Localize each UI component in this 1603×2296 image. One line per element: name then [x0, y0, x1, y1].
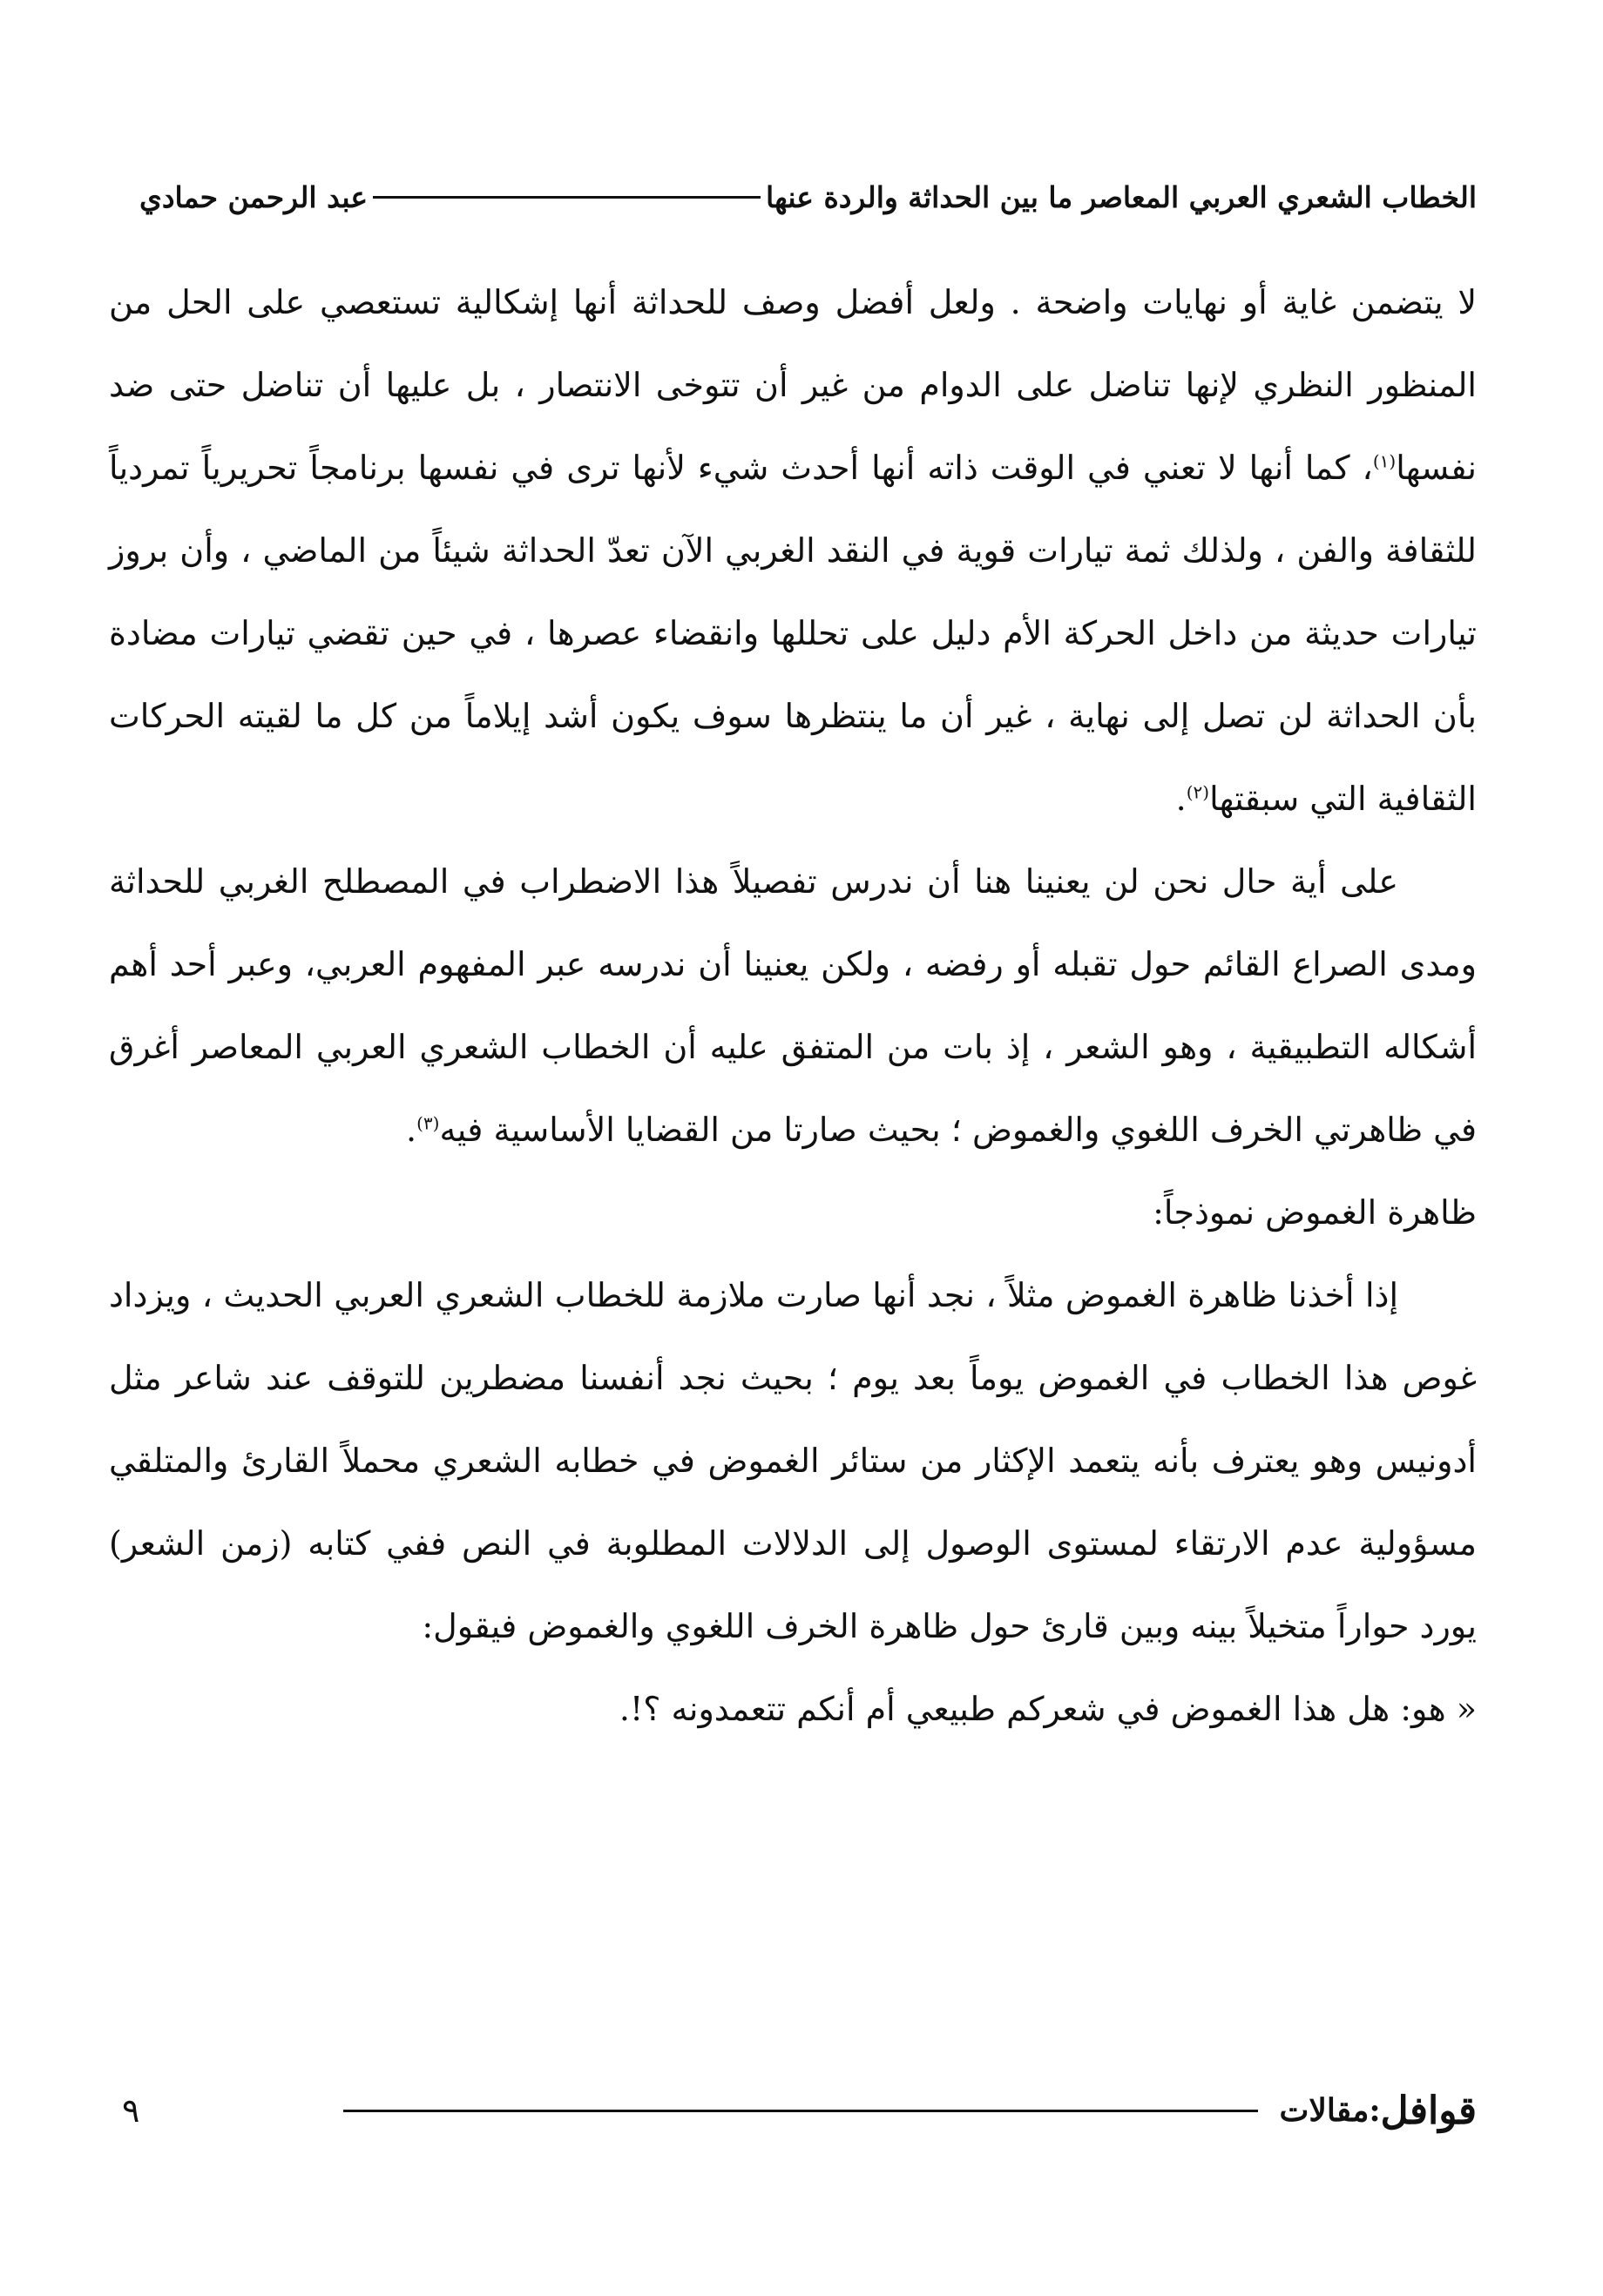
footer-separator: :: [1369, 2092, 1381, 2129]
paragraph-1-part-b: ، كما أنها لا تعني في الوقت ذاته أنها أحدث شيء لأنها ترى في نفسها برنامجاً تحريرياً تمردياً للثقافة والفن ، ولذلك ثمة تيارات قوية في النقد الغربي الآن تعدّ الحداثة شيئاً من الماضي ، وأن بروز تيارات حديثة من داخل الحركة الأم دليل على تحللها وانقضاء عصرها ، في حين تقضي تيارات مضادة بأن الحداثة لن تصل إلى نهاية ، غير أن ما ينتظرها سوف يكون أشد إيلاماً من كل ما لقيته الحركات الثقافية التي سبقتها: [109, 449, 1477, 818]
page-number: ٩: [122, 2091, 140, 2130]
running-header: [139, 171, 1477, 223]
paragraph-1: [109, 261, 1477, 841]
paragraph-2: [109, 841, 1477, 1172]
footnote-ref-3: (٣): [416, 1112, 440, 1134]
paragraph-1-part-a: لا يتضمن غاية أو نهايات واضحة . ولعل أفضل وصف للحداثة أنها إشكالية تستعصي على الحل من المنظور النظري لإنها تناضل على الدوام من غير أن تتوخى الانتصار ، بل عليها أن تناضل حتى ضد نفسها: [109, 283, 1477, 487]
header-rule: [373, 196, 761, 199]
section-heading: ظاهرة الغموض نموذجاً:: [1153, 1193, 1477, 1232]
paragraph-1-end: .: [1175, 780, 1187, 818]
paragraph-2-end: .: [405, 1111, 417, 1149]
paragraph-3: إذا أخذنا ظاهرة الغموض مثلاً ، نجد أنها صارت ملازمة للخطاب الشعري العربي الحديث ، ويزداد غوص هذا الخطاب في الغموض يوماً بعد يوم ؛ بحيث نجد أنفسنا مضطرين للتوقف عند شاعر مثل أدونيس وهو يعترف بأنه يتعمد الإكثار من ستائر الغموض في خطابه الشعري محملاً القارئ والمتلقي مسؤولية عدم الارتقاء لمستوى الوصول إلى الدلالات المطلوبة في النص ففي كتابه (زمن الشعر) يورد حواراً متخيلاً بينه وبين قارئ حول ظاهرة الخرف اللغوي والغموض فيقول:: [109, 1276, 1477, 1645]
book-title: الخطاب الشعري العربي المعاصر ما بين الحداثة والردة عنها: [766, 179, 1477, 214]
footer-rule: [343, 2110, 1258, 2112]
section-name: مقالات: [1279, 2092, 1370, 2129]
journal-name: قوافل: [1380, 2088, 1477, 2133]
paragraph-2-text: على أية حال نحن لن يعنينا هنا أن ندرس تفصيلاً هذا الاضطراب في المصطلح الغربي للحداثة ومدى الصراع القائم حول تقبله أو رفضه ، ولكن يعنينا أن ندرسه عبر المفهوم العربي، وعبر أحد أهم أشكاله التطبيقية ، وهو الشعر ، إذ بات من المتفق عليه أن الخطاب الشعري العربي المعاصر أغرق في ظاهرتي الخرف اللغوي والغموض ؛ بحيث صارتا من القضايا الأساسية فيه: [109, 862, 1477, 1149]
author-name: عبد الرحمن حمادي: [139, 179, 369, 214]
page-footer: [122, 2080, 1477, 2141]
body-text: [109, 261, 1477, 1751]
quote-line: « هو: هل هذا الغموض في شعركم طبيعي أم أنكم تتعمدونه ؟!.: [619, 1690, 1477, 1728]
footnote-ref-1: (١): [1372, 450, 1397, 472]
footnote-ref-2: (٢): [1186, 781, 1210, 803]
